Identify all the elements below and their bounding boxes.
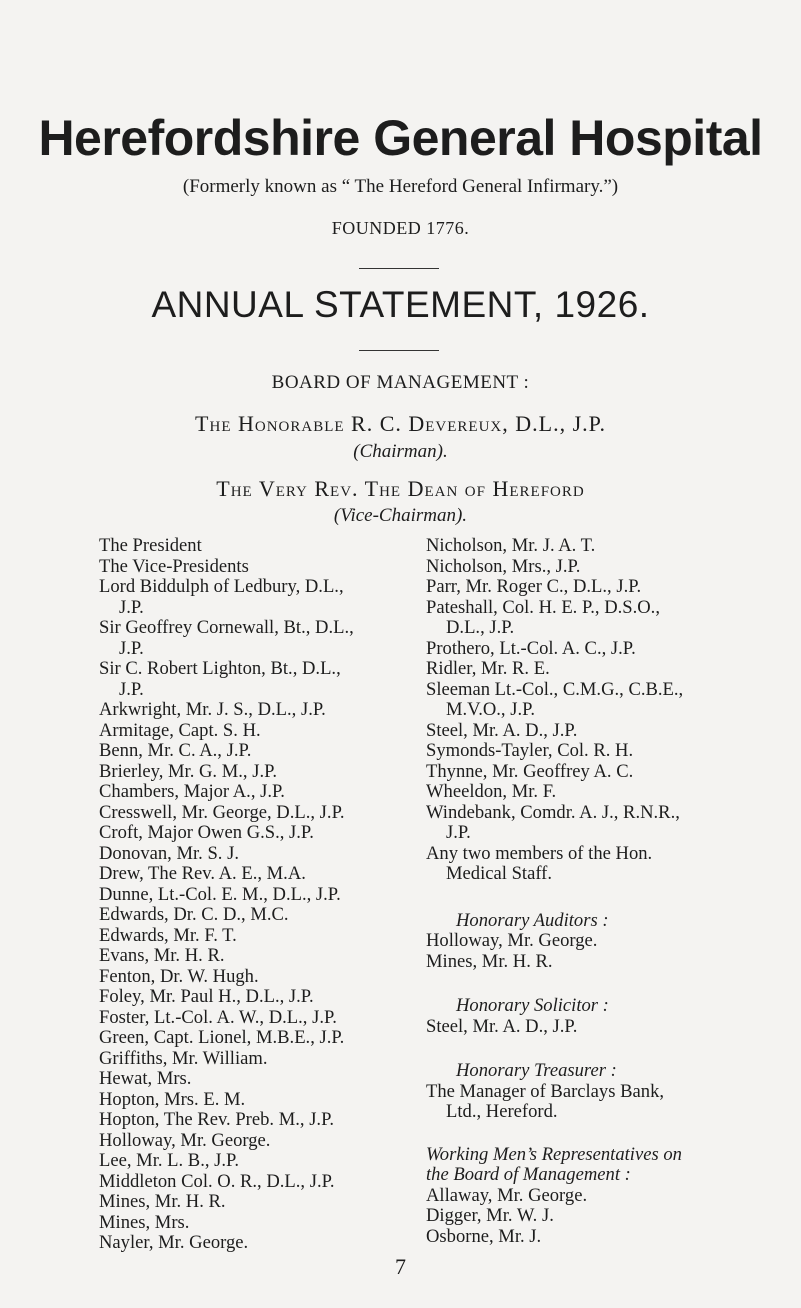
auditors-heading: Honorary Auditors : — [456, 909, 609, 931]
chairman-role: (Chairman). — [353, 441, 448, 462]
list-item: The Manager of Barclays Bank, — [426, 1080, 665, 1102]
list-item: Drew, The Rev. A. E., M.A. — [99, 863, 306, 884]
list-item: Green, Capt. Lionel, M.B.E., J.P. — [99, 1027, 345, 1048]
list-item: Chambers, Major A., J.P. — [99, 781, 285, 802]
list-item: Cresswell, Mr. George, D.L., J.P. — [99, 801, 345, 823]
list-item-continuation: Medical Staff. — [446, 863, 553, 884]
list-item: Symonds-Tayler, Col. R. H. — [426, 740, 634, 761]
list-item-continuation: D.L., J.P. — [446, 617, 515, 638]
list-item: Allaway, Mr. George. — [426, 1184, 588, 1206]
treasurer-heading: Honorary Treasurer : — [456, 1060, 617, 1081]
list-item-continuation: J.P. — [119, 678, 144, 700]
list-item: Benn, Mr. C. A., J.P. — [99, 740, 252, 761]
list-item: The Vice-Presidents — [99, 555, 249, 577]
list-item: Lord Biddulph of Ledbury, D.L., — [99, 576, 344, 597]
list-item-continuation: J.P. — [119, 596, 144, 618]
vice-chairman-role: (Vice-Chairman). — [333, 505, 468, 526]
list-item: Hewat, Mrs. — [99, 1068, 192, 1089]
list-item: Edwards, Dr. C. D., M.C. — [99, 904, 289, 925]
left-member-column — [99, 536, 399, 1254]
chairman-name: The Honorable R. C. Devereux, D.L., J.P. — [195, 411, 606, 436]
list-item: Foley, Mr. Paul H., D.L., J.P. — [99, 986, 314, 1007]
list-item: Dunne, Lt.-Col. E. M., D.L., J.P. — [99, 883, 341, 905]
list-item: Brierley, Mr. G. M., J.P. — [99, 760, 278, 782]
annual-statement-heading: ANNUAL STATEMENT, 1926. — [151, 284, 650, 325]
vice-chairman-name: The Very Rev. The Dean of Hereford — [216, 476, 585, 501]
list-item: Osborne, Mr. J. — [426, 1225, 542, 1247]
page-title: Herefordshire General Hospital — [38, 110, 763, 166]
list-item: Holloway, Mr. George. — [99, 1129, 271, 1151]
list-item: Hopton, The Rev. Preb. M., J.P. — [99, 1109, 335, 1130]
list-item: Fenton, Dr. W. Hugh. — [99, 965, 259, 987]
list-item: Middleton Col. O. R., D.L., J.P. — [99, 1170, 335, 1192]
right-member-column — [426, 536, 726, 1247]
working-men-heading: Working Men’s Representatives on — [426, 1143, 682, 1165]
list-item: Lee, Mr. L. B., J.P. — [99, 1150, 239, 1171]
list-item: Donovan, Mr. S. J. — [99, 842, 239, 864]
list-item-continuation: J.P. — [119, 637, 144, 659]
list-item: Parr, Mr. Roger C., D.L., J.P. — [426, 576, 642, 597]
list-item: Edwards, Mr. F. T. — [99, 924, 237, 946]
list-item: Steel, Mr. A. D., J.P. — [426, 1015, 578, 1037]
list-item: Evans, Mr. H. R. — [99, 945, 225, 966]
list-item: Foster, Lt.-Col. A. W., D.L., J.P. — [99, 1006, 337, 1028]
list-item-continuation: J.P. — [446, 822, 471, 843]
list-item: Ridler, Mr. R. E. — [426, 658, 550, 679]
working-men-heading-continued: the Board of Management : — [426, 1164, 631, 1185]
divider — [359, 268, 439, 269]
list-item: Croft, Major Owen G.S., J.P. — [99, 822, 314, 843]
board-heading: BOARD OF MANAGEMENT : — [271, 372, 530, 393]
list-item: Any two members of the Hon. — [426, 842, 653, 864]
list-item: Mines, Mrs. — [99, 1211, 190, 1233]
list-item: Armitage, Capt. S. H. — [99, 719, 261, 741]
list-item: Holloway, Mr. George. — [426, 930, 598, 951]
list-item: Pateshall, Col. H. E. P., D.S.O., — [426, 596, 660, 618]
former-name-note: (Formerly known as “ The Hereford General Infirmary.”) — [182, 176, 619, 197]
list-item: Mines, Mr. H. R. — [426, 950, 553, 972]
list-item: Sleeman Lt.-Col., C.M.G., C.B.E., — [426, 678, 684, 700]
list-item: Thynne, Mr. Geoffrey A. C. — [426, 760, 634, 782]
list-item: Steel, Mr. A. D., J.P. — [426, 719, 578, 741]
list-item: Mines, Mr. H. R. — [99, 1191, 226, 1212]
divider — [359, 350, 439, 351]
list-item: Sir C. Robert Lighton, Bt., D.L., — [99, 658, 341, 679]
list-item-continuation: Ltd., Hereford. — [446, 1101, 558, 1122]
list-item: Prothero, Lt.-Col. A. C., J.P. — [426, 637, 636, 659]
list-item: Nayler, Mr. George. — [99, 1232, 249, 1253]
solicitor-heading: Honorary Solicitor : — [456, 995, 609, 1016]
list-item: Griffiths, Mr. William. — [99, 1047, 268, 1069]
list-item: Sir Geoffrey Cornewall, Bt., D.L., — [99, 617, 354, 638]
list-item: Arkwright, Mr. J. S., D.L., J.P. — [99, 699, 326, 720]
list-item: Nicholson, Mrs., J.P. — [426, 555, 581, 577]
page-number: 7 — [395, 1254, 406, 1279]
list-item-continuation: M.V.O., J.P. — [446, 699, 536, 720]
list-item: Hopton, Mrs. E. M. — [99, 1088, 246, 1110]
founded-line: FOUNDED 1776. — [331, 218, 470, 238]
list-item: Windebank, Comdr. A. J., R.N.R., — [426, 801, 680, 823]
list-item: Digger, Mr. W. J. — [426, 1205, 554, 1226]
list-item: Wheeldon, Mr. F. — [426, 781, 557, 802]
list-item: Nicholson, Mr. J. A. T. — [426, 535, 596, 556]
list-item: The President — [99, 535, 202, 556]
